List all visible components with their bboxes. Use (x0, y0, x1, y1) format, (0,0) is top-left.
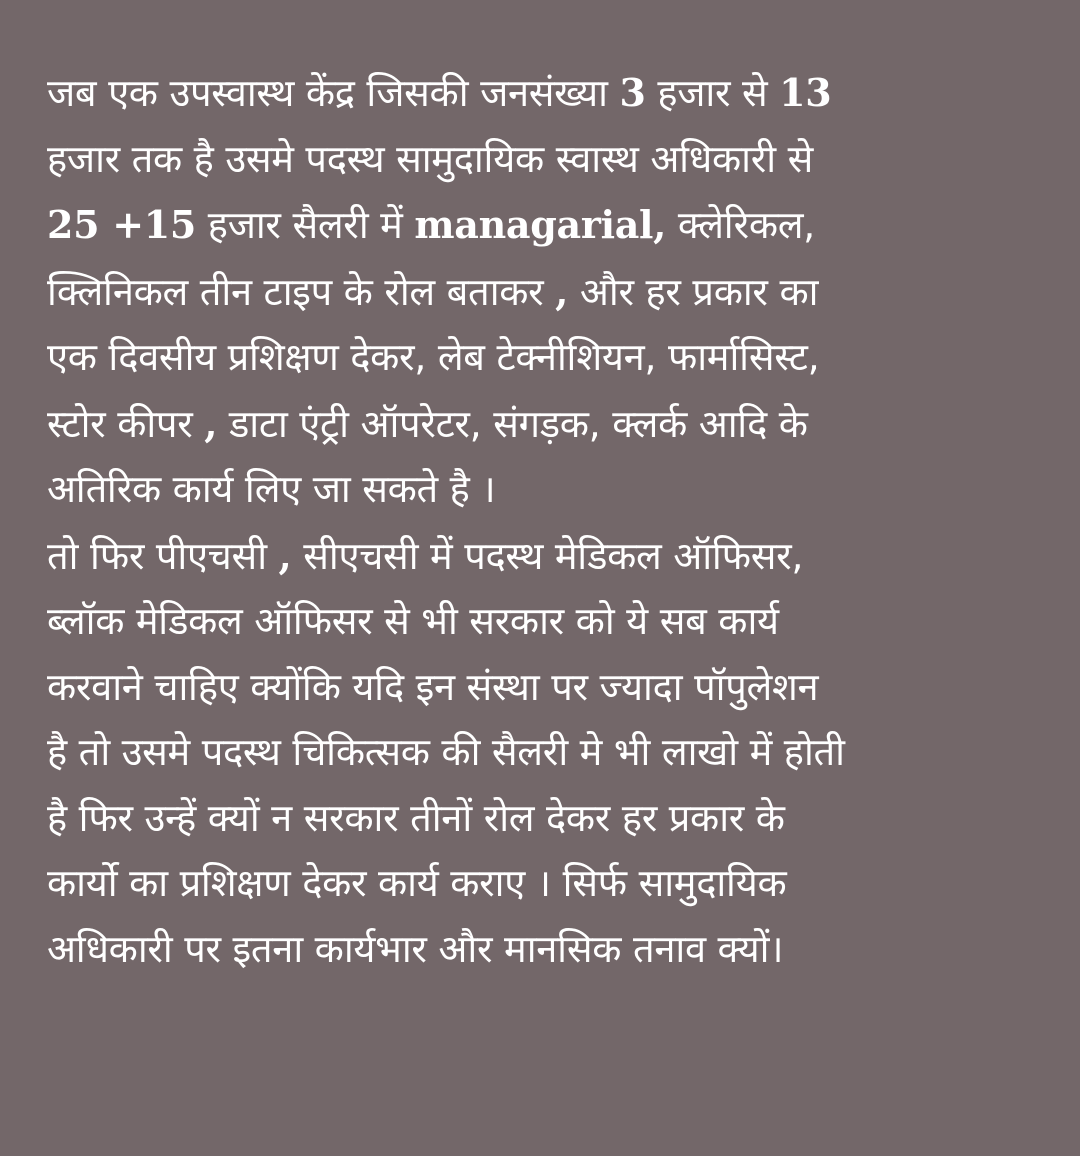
text-line (47, 720, 1040, 786)
text-run: ब्लॉक मेडिकल ऑफिसर से भी सरकार को ये सब कार्य (47, 599, 779, 643)
text-line (47, 192, 1040, 259)
text-run: एक दिवसीय प्रशिक्षण देकर, लेब टेक्नीशियन, फार्मासिस्ट, (47, 335, 820, 379)
text-run: अधिकारी पर इतना कार्यभार और मानसिक तनाव क्यों। (47, 926, 784, 971)
bold-text-run: managarial, (414, 202, 667, 247)
text-run: हजार से (645, 71, 780, 115)
text-line (47, 259, 1040, 326)
text-run: क्लेरिकल, (666, 203, 815, 247)
bold-comma: , (204, 400, 218, 446)
bold-comma: , (278, 532, 292, 578)
text-run: करवाने चाहिए क्योंकि यदि इन संस्था पर ज्यादा पॉपुलेशन (47, 664, 819, 709)
text-run: है तो उसमे पदस्थ चिकित्सक की सैलरी मे भी लाखो में होती (47, 730, 845, 774)
text-run: डाटा एंट्री ऑपरेटर, संगड़क, क्लर्क आदि के (217, 401, 808, 446)
text-run: कार्यो का प्रशिक्षण देकर कार्य कराए । सिर्फ सामुदायिक (47, 861, 787, 905)
text-line (47, 60, 1040, 127)
text-line (47, 786, 1040, 852)
bold-comma: , (555, 268, 569, 314)
text-run: जब एक उपस्वास्थ केंद्र जिसकी जनसंख्या (47, 71, 620, 115)
text-line (47, 589, 1040, 655)
text-run: सीएचसी में पदस्थ मेडिकल ऑफिसर, (291, 533, 804, 578)
text-line (47, 917, 1040, 983)
text-line (47, 655, 1040, 721)
text-run: हजार सैलरी में (196, 203, 415, 247)
text-run: अतिरिक कार्य लिए जा सकते है । (47, 467, 496, 511)
text-line (47, 457, 1040, 523)
text-run: स्टोर कीपर (47, 401, 205, 446)
text-line (47, 127, 1040, 193)
text-run: और हर प्रकार का (568, 269, 819, 314)
text-line (47, 851, 1040, 917)
population-max-value: 13 (779, 70, 832, 115)
text-run: तो फिर पीएचसी (47, 533, 279, 578)
text-run: क्लिनिकल तीन टाइप के रोल बताकर (47, 269, 556, 314)
text-line (47, 325, 1040, 391)
population-min-value: 3 (619, 70, 646, 115)
text-run: हजार तक है उसमे पदस्थ सामुदायिक स्वास्थ अधिकारी से (47, 136, 813, 181)
text-line (47, 523, 1040, 590)
text-line (47, 391, 1040, 458)
salary-value: 25 +15 (47, 202, 197, 247)
text-run: है फिर उन्हें क्यों न सरकार तीनों रोल देकर हर प्रकार के (47, 795, 785, 840)
